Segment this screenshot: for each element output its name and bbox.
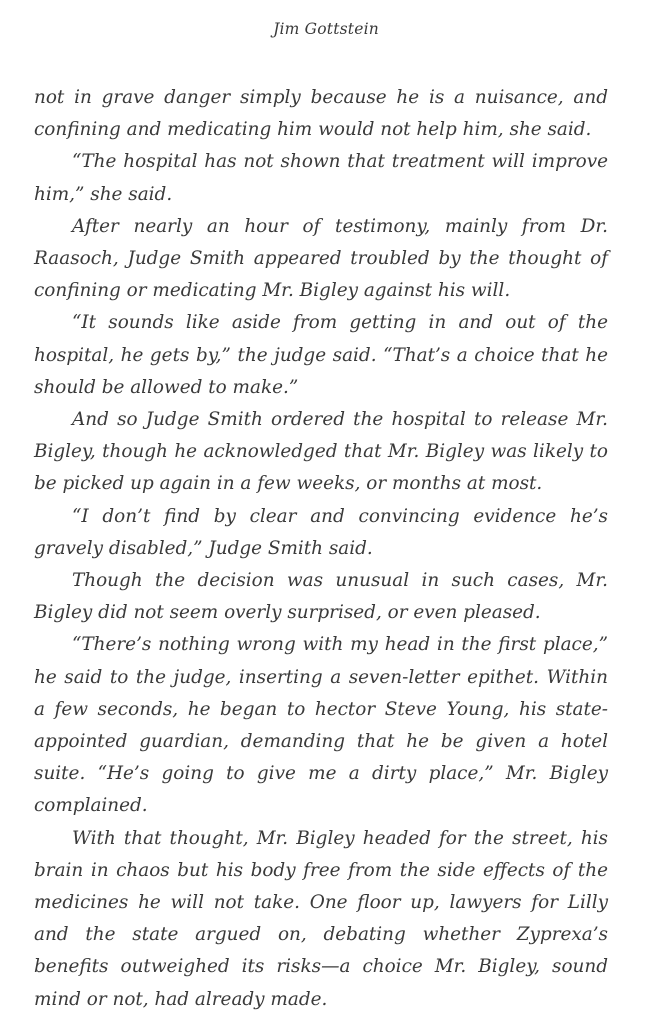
- paragraph: “The hospital has not shown that treatment will improve him,” she said.: [34, 151, 608, 205]
- paragraph: And so Judge Smith ordered the hospital to release Mr. Bigley, though he acknowledged that Mr. Bigley was likely to be picked up again in a few weeks, or months at most.: [34, 409, 608, 495]
- paragraph: After nearly an hour of testimony, mainly from Dr. Raasoch, Judge Smith appeared troubled by the thought of confining or medicating Mr. Bigley against his will.: [34, 215, 608, 302]
- paragraph: “There’s nothing wrong with my head in the first place,” he said to the judge, inserting a seven-letter epithet. Within a few seconds, he began to hector Steve Young, his state-appointed guardian, demanding that he be given a hotel suite. “He’s going to give me a dirty place,” Mr. Bigley complained.: [34, 634, 608, 817]
- paragraph: “I don’t find by clear and convincing evidence he’s gravely disabled,” Judge Smith said.: [34, 505, 608, 559]
- body-text: [34, 82, 608, 1016]
- running-head: Jim Gottstein: [273, 20, 379, 38]
- paragraph: Though the decision was unusual in such cases, Mr. Bigley did not seem overly surprised, or even pleased.: [34, 570, 608, 624]
- paragraph: not in grave danger simply because he is a nuisance, and confining and medicating him would not help him, she said.: [34, 87, 608, 141]
- paragraph: With that thought, Mr. Bigley headed for the street, his brain in chaos but his body free from the side effects of the medicines he will not take. One floor up, lawyers for Lilly and the state argued on, debating whether Zyprexa’s benefits outweighed its risks—a choice Mr. Bigley, sound mind or not, had already made.: [34, 827, 608, 1010]
- paragraph: “It sounds like aside from getting in and out of the hospital, he gets by,” the judge said. “That’s a choice that he should be allowed to make.”: [34, 312, 608, 398]
